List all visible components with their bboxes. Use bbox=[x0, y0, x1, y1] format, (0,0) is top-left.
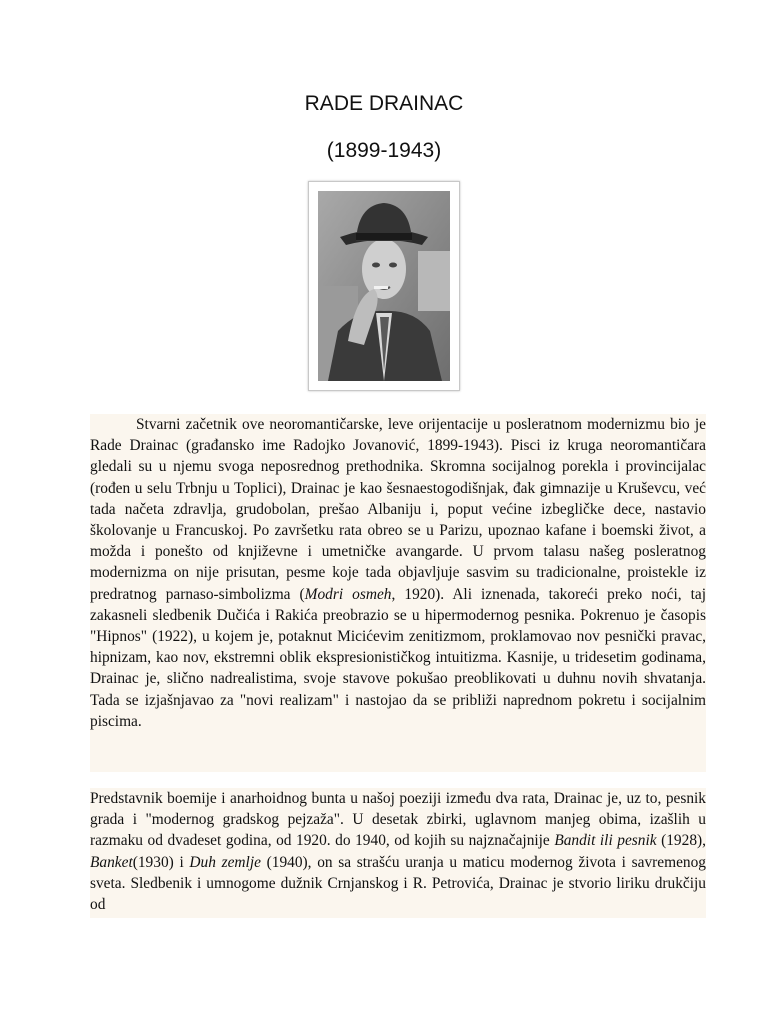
paragraph-2-text-c: (1930) i bbox=[132, 853, 190, 871]
work-title-bandit-ili-pesnik: Bandit ili pesnik bbox=[554, 832, 657, 850]
biography-paragraph-2 bbox=[90, 788, 706, 918]
paragraph-2-text-d: (1940), on sa strašću uranja u maticu modernog života i savremenog sveta. Sledbenik i umnogome dužnik Crnjanskog i R. Petrovića, Drainac je stvorio liriku drukčiju od bbox=[90, 853, 706, 914]
paragraph-1-text-b: , 1920). Ali iznenada, takoreći preko noći, taj zakasneli sledbenik Dučića i Rakića preobrazio se u hipermodernog pesnika. Pokrenuo je časopis "Hipnos" (1922), u kojem je, potaknut Micićevim zenitizmom, proklamovao nov pesnički pravac, hipnizam, kao nov, ekstremni oblik ekspresionističkog intuitizma. Kasnije, u tridesetim godinama, Drainac je, slično nadrealistima, svoje stavove pokušao preoblikovati u duhnu novih shvatanja. Tada se izjašnjavao za "novi realizam" i nastojao da se približi naprednom pokretu i socijalnim piscima. bbox=[90, 585, 706, 730]
paragraph-1-text-a: Stvarni začetnik ove neoromantičarske, leve orijentacije u posleratnom modernizmu bio je Rade Drainac (građansko ime Radojko Jovanović, 1899-1943). Pisci iz kruga neoromantičara gledali su u njemu svoga neposrednog prethodnika. Skromna socijalnog porekla i provincijalac (rođen u selu Trbnju u Toplici), Drainac je kao šesnaestogodišnjak, đak gimnazije u Kruševcu, već tada načeta zdravlja, grudobolan, prešao Albaniju i, poput većine izbegličke dece, nastavio školovanje u Francuskoj. Po završetku rata obreo se u Parizu, upoznao kafane i boemski život, a možda i ponešto od književne i umetničke avangarde. U prvom talasu našeg posleratnog modernizma on nije prisutan, pesme koje tada objavljuje sasvim su tradicionalne, proistekle iz predratnog parnaso-simbolizma ( bbox=[90, 416, 706, 603]
page-title: RADE DRAINAC bbox=[304, 92, 464, 115]
biography-paragraph-1 bbox=[90, 414, 706, 772]
paragraph-2-text-b: (1928), bbox=[656, 832, 706, 850]
paragraph-2-text-a: Predstavnik boemije i anarhoidnog bunta u našoj poeziji između dva rata, Drainac je, uz to, pesnik grada i "modernog gradskog pejzaža". U desetak zbirki, uglavnom manjeg obima, izašlih u razmaku od dvadeset godina, od 1920. do 1940, od kojih su najznačajnije bbox=[90, 790, 706, 850]
work-title-duh-zemlje: Duh zemlje bbox=[189, 853, 261, 871]
work-title-banket: Banket bbox=[90, 853, 133, 871]
page-subtitle-years: (1899-1943) bbox=[326, 139, 442, 162]
portrait-frame bbox=[308, 181, 460, 391]
portrait-photo-icon bbox=[318, 191, 450, 381]
work-title-modri-osmeh: Modri osmeh bbox=[304, 585, 392, 603]
